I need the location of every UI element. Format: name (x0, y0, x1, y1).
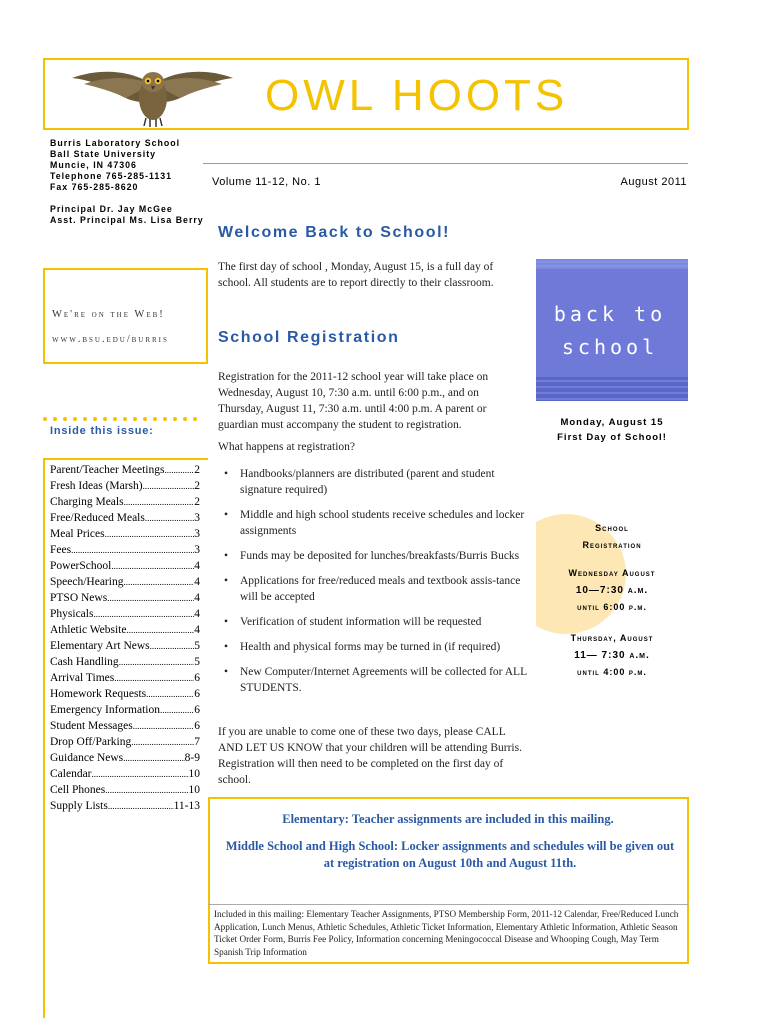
toc-item (50, 782, 200, 798)
list-item: • Middle and high school students receive schedules and locker assignments (218, 507, 528, 539)
toc-item (50, 766, 200, 782)
toc-item-page: 10 (188, 768, 200, 780)
toc-item-page: 6 (194, 704, 200, 716)
toc-item-page: 11-13 (173, 800, 200, 812)
mshs-notice: Middle School and High School: Locker assignments and schedules will be given out at registration on August 10th and August 11th. (225, 839, 675, 870)
toc-item (50, 462, 200, 478)
toc-item-label: Speech/Hearing ..... (50, 574, 194, 590)
principal-name: Principal Dr. Jay McGee (50, 204, 173, 214)
dotted-divider (43, 408, 203, 416)
toc-item-label: Calendar ..... (50, 766, 189, 782)
toc-item-label: Physicals ..... (50, 606, 194, 622)
welcome-body: The first day of school , Monday, August 15, is a full day of school. All students are to report directly to their classroom. (218, 261, 494, 289)
toc-item-page: 10 (188, 784, 200, 796)
toc-item-label: Meal Prices ..... (50, 526, 194, 542)
toc-item-label: Cash Handling ..... (50, 654, 194, 670)
web-url[interactable]: www.bsu.edu/burris (52, 334, 169, 345)
telephone: Telephone 765-285-1131 (50, 171, 173, 181)
picture-caption (536, 415, 688, 445)
wednesday-line3: until 6:00 p.m. (577, 602, 647, 612)
toc-item-page: 4 (194, 576, 200, 588)
caption-first-day: First Day of School! (557, 432, 667, 443)
toc-item-page: 4 (194, 592, 200, 604)
toc-item-label: Drop Off/Parking ..... (50, 734, 194, 750)
toc-item-page: 5 (194, 640, 200, 652)
toc-item-label: Cell Phones ..... (50, 782, 189, 798)
toc-item (50, 590, 200, 606)
thursday-line3: until 4:00 p.m. (577, 667, 647, 677)
registration-closing: If you are unable to come one of these two days, please CALL AND LET US KNOW that your children will be attending Burris. Registration will then need to be completed on the first day of school. (218, 726, 522, 786)
toc-item (50, 654, 200, 670)
toc-item-page: 5 (194, 656, 200, 668)
toc-item-label: PTSO News ..... (50, 590, 194, 606)
back-to-school-picture (536, 259, 688, 401)
principals (50, 204, 204, 226)
toc-item-page: 8-9 (184, 752, 200, 764)
registration-sidebar (536, 520, 688, 681)
toc-item (50, 478, 200, 494)
toc-item-page: 3 (194, 512, 200, 524)
thursday-line2: 11— 7:30 a.m. (574, 650, 650, 661)
toc-item-label: Emergency Information ..... (50, 702, 194, 718)
list-item: • Funds may be deposited for lunches/breakfasts/Burris Bucks (218, 548, 528, 564)
table-of-contents (50, 462, 200, 814)
thursday-line1: Thursday, August (570, 633, 654, 643)
toc-item (50, 542, 200, 558)
toc-item (50, 734, 200, 750)
web-heading: We're on the Web! (52, 309, 165, 320)
sidebar-line1: School (595, 523, 629, 533)
inside-heading: Inside this issue: (50, 425, 154, 437)
list-item: • Verification of student information will be requested (218, 614, 528, 630)
sidebar-line2: Registration (582, 540, 642, 550)
school-name: Burris Laboratory School (50, 138, 181, 148)
toc-item (50, 718, 200, 734)
city-line: Muncie, IN 47306 (50, 160, 137, 170)
toc-item-label: Parent/Teacher Meetings ..... (50, 462, 194, 478)
toc-item (50, 558, 200, 574)
wednesday-line2: 10—7:30 a.m. (575, 585, 649, 596)
toc-item-page: 2 (194, 464, 200, 476)
toc-item-page: 4 (194, 608, 200, 620)
toc-item-label: Homework Requests ..... (50, 686, 194, 702)
toc-item-page: 2 (194, 496, 200, 508)
fax: Fax 765-285-8620 (50, 182, 139, 192)
volume-divider (203, 163, 688, 164)
university-name: Ball State University (50, 149, 157, 159)
toc-item-page: 6 (194, 688, 200, 700)
included-in-mailing: Included in this mailing: Elementary Teacher Assignments, PTSO Membership Form, 2011-12 Calendar, Free/Reduced Lunch Application, Lunch Menus, Athletic Schedules, Athletic Ticket Information, Elementary Athletic Information, Athletic Season Ticket Order Form, Burris Fee Policy, Information concerning Meningococcal Disease and Whooping Cough, May Term Spanish Trip Information (214, 909, 679, 957)
toc-item-page: 7 (194, 736, 200, 748)
list-item: • Health and physical forms may be turned in (if required) (218, 639, 528, 655)
toc-item-page: 4 (194, 560, 200, 572)
owl-logo (70, 62, 235, 132)
toc-item (50, 510, 200, 526)
issue-date: August 2011 (620, 176, 687, 188)
toc-item (50, 494, 200, 510)
toc-item (50, 702, 200, 718)
toc-item-label: Guidance News ..... (50, 750, 185, 766)
elementary-notice: Elementary: Teacher assignments are included in this mailing. (282, 812, 614, 826)
toc-item (50, 686, 200, 702)
toc-item (50, 574, 200, 590)
registration-body: Registration for the 2011-12 school year will take place on Wednesday, August 10, 7:30 a.m. until 6:00 p.m., and on Thursday, August 11, 7:30 a.m. until 4:00 p.m. A parent or guardian must accompany the student to registration. (218, 371, 489, 431)
toc-item-label: Fees ..... (50, 542, 194, 558)
toc-item-page: 3 (194, 544, 200, 556)
school-address (50, 138, 180, 193)
list-item: • New Computer/Internet Agreements will be collected for ALL STUDENTS. (218, 664, 528, 696)
picture-text-line1: back to (553, 302, 667, 326)
toc-item-label: PowerSchool ..... (50, 558, 194, 574)
toc-item (50, 638, 200, 654)
toc-item-label: Student Messages ..... (50, 718, 194, 734)
toc-item-page: 6 (194, 720, 200, 732)
toc-item (50, 798, 200, 814)
toc-item-page: 3 (194, 528, 200, 540)
wednesday-line1: Wednesday August (568, 568, 656, 578)
toc-item (50, 526, 200, 542)
registration-question: What happens at registration? (218, 441, 355, 453)
toc-item (50, 750, 200, 766)
list-item: • Handbooks/planners are distributed (parent and student signature required) (218, 466, 528, 498)
volume-number: Volume 11-12, No. 1 (212, 176, 321, 188)
toc-item-label: Athletic Website ..... (50, 622, 194, 638)
list-item: • Applications for free/reduced meals and textbook assis-tance will be accepted (218, 573, 528, 605)
toc-item (50, 622, 200, 638)
toc-item-label: Free/Reduced Meals ..... (50, 510, 194, 526)
toc-item-page: 4 (194, 624, 200, 636)
toc-item-label: Charging Meals ..... (50, 494, 194, 510)
caption-date: Monday, August 15 (560, 417, 664, 428)
registration-bullets (218, 466, 528, 705)
welcome-heading: Welcome Back to School! (218, 224, 451, 241)
toc-item-label: Supply Lists ..... (50, 798, 174, 814)
picture-text-line2: school (561, 335, 659, 359)
toc-item (50, 606, 200, 622)
toc-item-label: Fresh Ideas (Marsh) ..... (50, 478, 194, 494)
notice-divider (208, 904, 689, 905)
toc-item-page: 2 (194, 480, 200, 492)
toc-item-label: Arrival Times ..... (50, 670, 194, 686)
toc-item-label: Elementary Art News ..... (50, 638, 194, 654)
newsletter-title: OWL HOOTS (265, 71, 569, 120)
asst-principal-name: Asst. Principal Ms. Lisa Berry (50, 215, 204, 225)
toc-item-page: 6 (194, 672, 200, 684)
registration-heading: School Registration (218, 329, 400, 346)
toc-item (50, 670, 200, 686)
